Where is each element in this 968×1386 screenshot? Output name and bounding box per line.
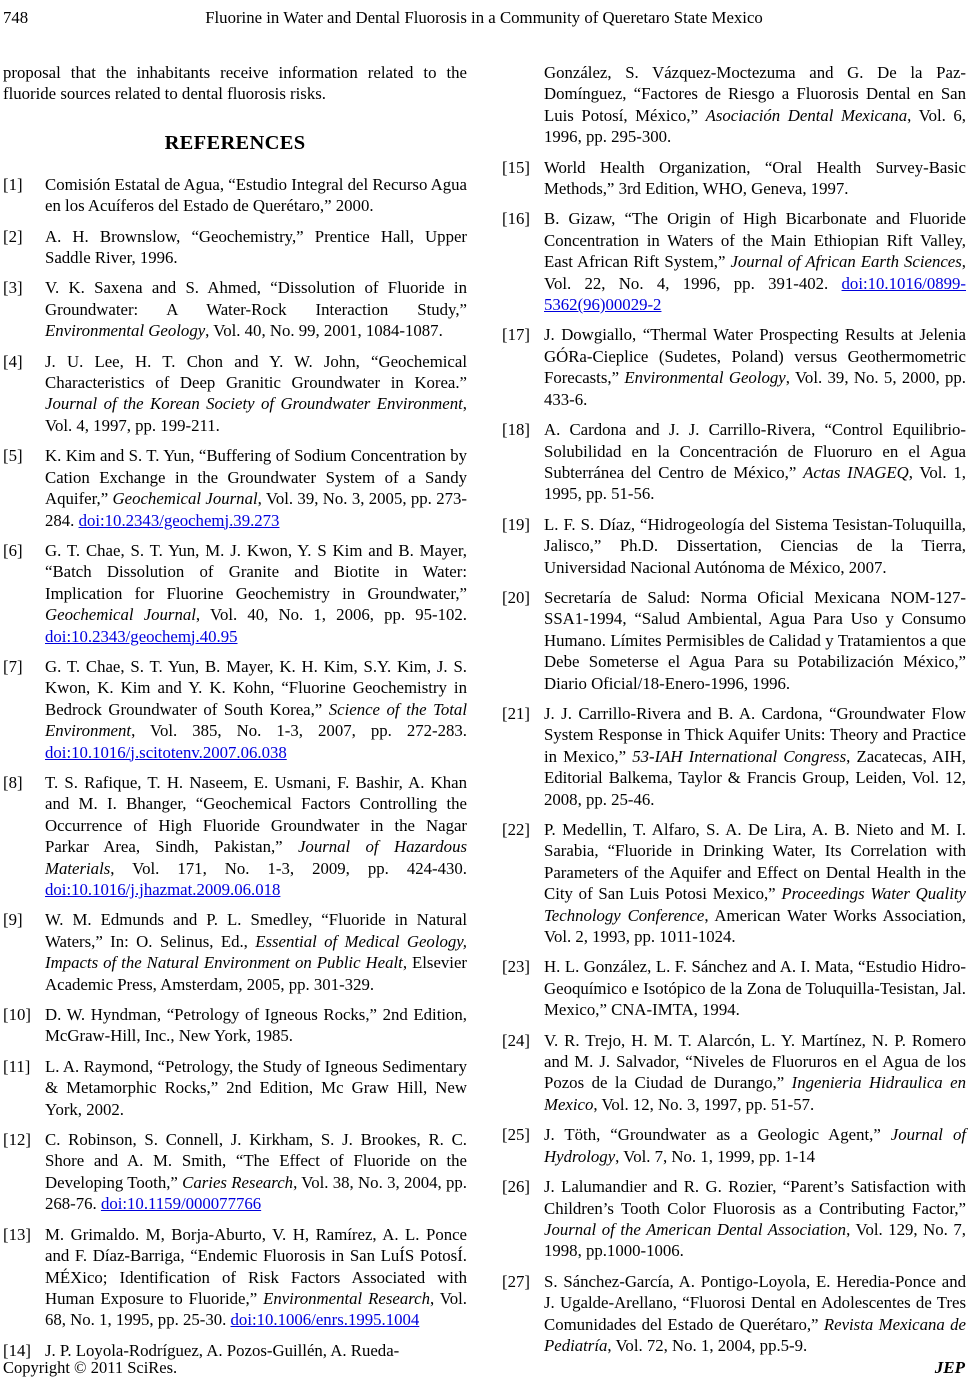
reference-text [544, 1176, 966, 1262]
reference-item [502, 1271, 966, 1357]
reference-text [544, 1030, 966, 1116]
reference-segment: J. P. Loyola-Rodríguez, A. Pozos-Guillén, A. Rueda- [45, 1340, 400, 1360]
reference-item [3, 540, 467, 647]
reference-segment: J. Dowgiallo, “Thermal Water Prospecting Results at Jelenia GÓRa-Cieplice (Sudetes, Poland) versus Geothermometric Forecasts,” [544, 325, 966, 388]
running-title: Fluorine in Water and Dental Fluorosis in a Community of Queretaro State Mexico [205, 8, 763, 27]
journal-title: Journal of African Earth Sciences [730, 252, 962, 272]
reference-item [502, 157, 966, 200]
reference-item [3, 351, 467, 437]
reference-segment: , Vol. 1, 1995, pp. 51-56. [544, 462, 966, 504]
page-number: 748 [3, 8, 29, 27]
reference-item [3, 1224, 467, 1331]
reference-text [544, 419, 966, 505]
reference-segment: J. U. Lee, H. T. Chon and Y. W. John, “Geochemical Characteristics of Deep Granitic Groundwater in Korea.” [45, 351, 467, 393]
journal-title: Geochemical Journal [45, 605, 196, 625]
reference-segment: , Elsevier Academic Press, Amsterdam, 2005, pp. 301-329. [45, 953, 468, 994]
references-list-left [3, 174, 467, 1361]
reference-segment: World Health Organization, “Oral Health Survey-Basic Methods,” 3rd Edition, WHO, Geneva, 1997. [544, 157, 966, 199]
reference-segment: Comisión Estatal de Agua, “Estudio Integral del Recurso Agua en los Acuíferos del Estado de Querétaro,” 2000. [45, 174, 467, 216]
reference-segment: K. Kim and S. T. Yun, “Buffering of Sodium Concentration by Cation Exchange in the Groundwater System of a Sandy Aquifer,” [45, 446, 467, 509]
reference-item [3, 1129, 467, 1215]
journal-title: Actas INAGEQ [803, 462, 909, 482]
reference-number: [27] [502, 1271, 530, 1291]
reference-segment: , Zacatecas, AIH, Editorial Balkema, Taylor & Francis Group, Leiden, Vol. 12, 2008, pp. 25-46. [544, 746, 966, 809]
reference-segment: , Vol. 22, No. 4, 1996, pp. 391-402. [544, 252, 966, 293]
reference-segment: , Vol. 39, No. 5, 2000, pp. 433-6. [544, 368, 966, 409]
reference-item-continuation [502, 62, 966, 148]
reference-text [45, 445, 467, 531]
reference-segment: A. Cardona and J. J. Carrillo-Rivera, “Control Equilibrio-Solubilidad en la Concentración de Fluoruro en el Agua Subterránea del Centro de México,” [544, 420, 966, 482]
reference-number: [9] [3, 910, 23, 930]
reference-segment: , Vol. 4, 1997, pp. 199-211. [45, 394, 467, 435]
reference-number: [13] [3, 1224, 31, 1244]
reference-item [3, 1004, 467, 1047]
reference-number: [22] [502, 820, 530, 839]
reference-segment: J. Töth, “Groundwater as a Geologic Agent,” [544, 1125, 891, 1145]
reference-number: [14] [3, 1340, 31, 1360]
doi-link[interactable]: doi:10.1016/j.jhazmat.2009.06.018 [45, 880, 281, 899]
journal-title: Journal of Hazardous Materials [45, 837, 467, 878]
reference-text [45, 1056, 467, 1120]
reference-segment: M. Grimaldo. M, Borja-Aburto, V. H, Ramírez, A. L. Ponce and F. Díaz-Barriga, “Endemic Fluorosis in San LuÍS PotosÍ. MÉXico; Identification of Risk Factors Associated with Human Exposure to Fluoride,” [45, 1224, 467, 1308]
reference-segment: , American Water Works Association, Vol. 2, 1993, pp. 1011-1024. [544, 905, 966, 947]
reference-item [3, 772, 467, 900]
reference-text [544, 703, 966, 810]
reference-text [544, 208, 966, 315]
doi-link[interactable]: doi:10.1016/0899-5362(96)00029-2 [544, 273, 966, 315]
reference-text [544, 587, 966, 694]
reference-segment: A. H. Brownslow, “Geochemistry,” Prentice Hall, Upper Saddle River, 1996. [45, 226, 467, 268]
reference-text [45, 277, 467, 341]
doi-link[interactable]: doi:10.1006/enrs.1995.1004 [230, 1310, 420, 1330]
reference-number: [6] [3, 540, 23, 560]
references-heading: REFERENCES [164, 131, 306, 154]
reference-segment: J. Lalumandier and R. G. Rozier, “Parent’s Satisfaction with Children’s Tooth Color Fluorosis as a Contributing Factor,” [544, 1177, 966, 1218]
reference-segment: H. L. González, L. F. Sánchez and A. I. Mata, “Estudio Hidro-Geoquímico e Isotópico de la Zona de Toluquilla-Tesistan, Jal. Mexico,” CNA-IMTA, 1994. [544, 957, 966, 1020]
reference-item [3, 445, 467, 531]
reference-number: [5] [3, 446, 23, 466]
reference-segment: González, S. Vázquez-Moctezuma and G. De la Paz-Domínguez, “Factores de Riesgo a Fluorosis Dental en San Luis Potosí, México,” [544, 63, 966, 125]
reference-segment: , Vol. 40, No. 1, 2006, pp. 95-102. [195, 605, 467, 625]
reference-number: [26] [502, 1177, 530, 1197]
page-header [3, 8, 965, 32]
reference-number: [3] [3, 278, 23, 298]
reference-text [45, 1129, 467, 1215]
reference-item [502, 514, 966, 578]
reference-segment: T. S. Rafique, T. H. Naseem, E. Usmani, F. Bashir, A. Khan and M. I. Bhanger, “Geochemical Factors Controlling the Occurrence of High Fluoride Groundwater in the Nagar Parkar Area, Sindh, Pakistan,” [45, 772, 467, 857]
references-list-right [502, 62, 966, 1356]
reference-number: [17] [502, 325, 530, 345]
reference-number: [21] [502, 703, 530, 723]
reference-text [45, 351, 467, 437]
reference-segment: , Vol. 40, No. 99, 2001, 1084-1087. [205, 321, 443, 341]
journal-title: Journal of Hydrology [544, 1125, 966, 1166]
reference-number: [25] [502, 1125, 530, 1145]
reference-number: [8] [3, 772, 23, 792]
reference-segment: , Vol. 72, No. 1, 2004, pp.5-9. [607, 1335, 808, 1355]
reference-segment: , Vol. 385, No. 1-3, 2007, pp. 272-283. [131, 721, 467, 741]
reference-text [45, 656, 467, 763]
reference-number: [10] [3, 1005, 31, 1025]
reference-text [544, 1271, 966, 1357]
reference-number [502, 62, 544, 148]
reference-number: [15] [502, 157, 530, 177]
reference-segment: G. T. Chae, S. T. Yun, B. Mayer, K. H. Kim, S.Y. Kim, J. S. Kwon, K. Kim and Y. K. Kohn, “Fluorine Geochemistry in Bedrock Groundwater of South Korea,” [45, 656, 467, 719]
reference-segment: C. Robinson, S. Connell, J. Kirkham, S. J. Brookes, R. C. Shore and A. M. Smith, “The Effect of Fluoride on the Developing Tooth,” [45, 1130, 467, 1192]
reference-item [3, 174, 467, 217]
intro-paragraph: proposal that the inhabitants receive information related to the fluoride sources related to dental fluorosis risks. [3, 63, 467, 104]
reference-item [502, 324, 966, 410]
reference-number: [23] [502, 957, 530, 977]
reference-segment: B. Gizaw, “The Origin of High Bicarbonate and Fluoride Concentration in Waters of the Main Ethiopian Rift Valley, East African Rift System,” [544, 209, 966, 272]
journal-title: Geochemical Journal [112, 489, 258, 509]
reference-item [502, 819, 966, 947]
reference-item [502, 1176, 966, 1262]
reference-number: [20] [502, 587, 530, 607]
reference-number: [1] [3, 174, 23, 194]
reference-segment: , Vol. 12, No. 3, 1997, pp. 51-57. [593, 1094, 815, 1114]
reference-segment: , Vol. 129, No. 7, 1998, pp.1000-1006. [544, 1219, 966, 1261]
reference-number: [12] [3, 1130, 31, 1150]
journal-title: Ingenieria Hidraulica en Mexico [544, 1073, 966, 1114]
journal-title: Journal of the Korean Society of Groundwater Environment [45, 394, 463, 414]
reference-item [502, 1124, 966, 1167]
reference-segment: Secretaría de Salud: Norma Oficial Mexicana NOM-127-SSA1-1994, “Salud Ambiental, Agua Para Uso y Consumo Humano. Límites Permisibles de Calidad y Tratamientos a que Debe Someterse el Agua Para su Potabilización México,” Diario Oficial/18-Enero-1996, 1996. [544, 587, 966, 693]
reference-text [544, 1124, 966, 1167]
reference-item [502, 703, 966, 810]
reference-item [502, 587, 966, 694]
reference-segment: , Vol. 171, No. 1-3, 2009, pp. 424-430. [110, 858, 467, 878]
doi-link[interactable]: doi:10.1016/j.scitotenv.2007.06.038 [45, 742, 287, 762]
reference-item [502, 956, 966, 1020]
reference-segment: , Vol. 68, No. 1, 1995, pp. 25-30. [45, 1288, 467, 1330]
copyright-text: Copyright © 2011 SciRes. [3, 1358, 178, 1377]
reference-number: [16] [502, 209, 530, 229]
journal-title: Essential of Medical Geology, Impacts of the Natural Environment on Public Healt [45, 931, 467, 973]
reference-text [45, 1004, 467, 1047]
journal-title: Asociación Dental Mexicana [705, 105, 908, 125]
reference-number: [4] [3, 351, 23, 371]
journal-title: Environmental Geology [624, 368, 786, 388]
reference-segment: P. Medellin, T. Alfaro, S. A. De Lira, A. B. Nieto and M. I. Sarabia, “Fluoride in Drinking Water, Its Correlation with Parameters of the Aquifer and Effect on Dental Health in the City of San Luis Potosi Mexico,” [544, 820, 966, 904]
reference-text [45, 1224, 467, 1331]
journal-title: Caries Research [182, 1172, 294, 1192]
reference-segment: D. W. Hyndman, “Petrology of Igneous Rocks,” 2nd Edition, McGraw-Hill, Inc., New York, 1985. [45, 1005, 467, 1046]
reference-text [45, 540, 467, 647]
journal-abbreviation: JEP [934, 1358, 965, 1377]
two-column-content [3, 62, 965, 1370]
journal-title: Environmental Geology [45, 321, 206, 341]
journal-title: Journal of the American Dental Association [544, 1219, 847, 1239]
reference-segment: V. R. Trejo, H. M. T. Alarcón, L. Y. Martínez, N. P. Romero and M. J. Salvador, “Niveles de Fluoruros en el Agua de los Pozos de la Ciudad de Durango,” [544, 1030, 966, 1093]
reference-item [3, 277, 467, 341]
doi-link[interactable]: doi:10.2343/geochemj.40.95 [45, 626, 238, 646]
reference-text [544, 514, 966, 578]
reference-number: [2] [3, 226, 23, 246]
reference-segment: S. Sánchez-García, A. Pontigo-Loyola, E. Heredia-Ponce and J. Ugalde-Arellano, “Fluorosi Dental en Adolescentes de Tres Comunidades del Estado de Querétaro,” [544, 1271, 966, 1334]
reference-item [3, 226, 467, 269]
journal-title: Environmental Research [263, 1288, 430, 1308]
journal-title: Science of the Total Environment [45, 699, 467, 741]
reference-segment: , Vol. 7, No. 1, 1999, pp. 1-14 [615, 1146, 815, 1166]
reference-text [544, 324, 966, 410]
page-footer [3, 1358, 965, 1378]
reference-text [45, 174, 467, 217]
reference-item [3, 1056, 467, 1120]
reference-text [544, 819, 966, 947]
reference-item [3, 656, 467, 763]
reference-segment: L. F. S. Díaz, “Hidrogeología del Sistema Tesistan-Toluquilla, Jalisco,” Ph.D. Dissertation, Ciencias de la Tierra, Universidad Nacional Autónoma de México, 2007. [544, 514, 966, 577]
reference-number: [19] [502, 514, 530, 534]
reference-number: [11] [3, 1056, 31, 1076]
reference-number: [7] [3, 656, 23, 676]
reference-item [502, 419, 966, 505]
journal-title: 53-IAH International Congress [632, 746, 847, 766]
reference-segment: , Vol. 38, No. 3, 2004, pp. 268-76. [45, 1172, 467, 1214]
right-column [502, 62, 966, 1370]
reference-segment: , Vol. 39, No. 3, 2005, pp. 273-284. [45, 489, 467, 530]
journal-title: Revista Mexicana de Pediatría [544, 1314, 966, 1355]
reference-item [502, 1030, 966, 1116]
reference-segment: V. K. Saxena and S. Ahmed, “Dissolution of Fluoride in Groundwater: A Water-Rock Interaction Study,” [45, 278, 467, 319]
doi-link[interactable]: doi:10.2343/geochemj.39.273 [78, 510, 280, 530]
reference-text [544, 62, 966, 148]
reference-segment: J. J. Carrillo-Rivera and B. A. Cardona, “Groundwater Flow System Response in Thick Aquifer Units: Theory and Practice in Mexico,” [544, 703, 966, 766]
reference-segment: G. T. Chae, S. T. Yun, M. J. Kwon, Y. S Kim and B. Mayer, “Batch Dissolution of Granite and Biotite in Water: Implication for Fluorine Geochemistry in Groundwater,” [45, 540, 467, 603]
reference-text [45, 772, 467, 900]
reference-item [502, 208, 966, 315]
doi-link[interactable]: doi:10.1159/000077766 [100, 1194, 262, 1214]
reference-segment: , Vol. 6, 1996, pp. 295-300. [544, 105, 966, 147]
reference-text [544, 956, 966, 1020]
reference-text [45, 909, 467, 995]
reference-number: [24] [502, 1030, 530, 1050]
reference-segment: W. M. Edmunds and P. L. Smedley, “Fluoride in Natural Waters,” In: O. Selinus, Ed., [45, 910, 467, 951]
reference-item [3, 909, 467, 995]
left-column [3, 62, 467, 1370]
reference-segment: L. A. Raymond, “Petrology, the Study of Igneous Sedimentary & Metamorphic Rocks,” 2nd Edition, Mc Graw Hill, New York, 2002. [45, 1056, 467, 1119]
reference-text [45, 226, 467, 269]
reference-text [544, 157, 966, 200]
journal-title: Proceedings Water Quality Technology Conference [544, 884, 966, 925]
reference-number: [18] [502, 420, 530, 440]
